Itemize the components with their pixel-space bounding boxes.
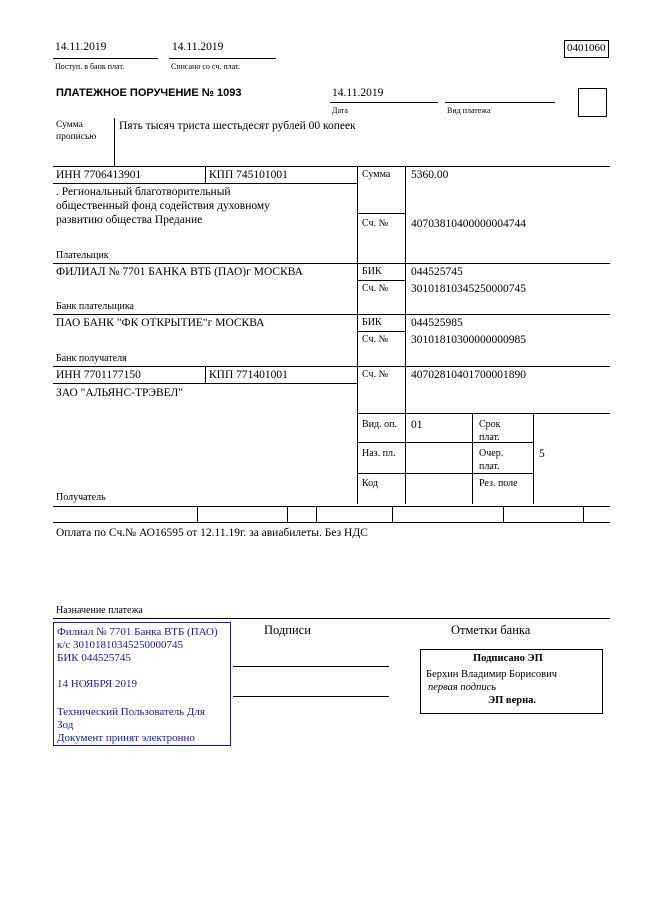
amount-words-label-1: Сумма: [56, 120, 83, 130]
debited-date: 14.11.2019: [172, 41, 224, 53]
received-date-line: [53, 58, 158, 59]
grid-line: [53, 314, 610, 315]
op-type-label: Вид. оп.: [362, 419, 397, 430]
payer-bank-name: ФИЛИАЛ № 7701 БАНКА ВТБ (ПАО)г МОСКВА: [56, 266, 303, 278]
ep-signer: Берхин Владимир Борисович: [426, 669, 557, 680]
grid-line: [287, 506, 288, 522]
payer-bank-bik: 044525745: [411, 266, 463, 278]
signature-line-1: [233, 666, 389, 667]
op-type: 01: [411, 419, 423, 431]
debited-label: Списано со сч. плат.: [171, 62, 240, 71]
grid-line: [53, 263, 610, 264]
payer-bank-corr-account: 30101810345250000745: [411, 283, 526, 295]
code-label: Код: [362, 478, 378, 489]
amount-words-label-2: прописью: [56, 132, 97, 142]
signature-line-2: [233, 696, 389, 697]
payee-label: Получатель: [56, 492, 106, 503]
payee-bank-corr-label: Сч. №: [362, 334, 389, 345]
amount-words-divider: [114, 118, 115, 166]
payer-kpp: КПП 745101001: [209, 169, 288, 181]
grid-line: [357, 413, 610, 414]
payee-bank-name: ПАО БАНК "ФК ОТКРЫТИЕ"г МОСКВА: [56, 317, 265, 329]
debited-date-line: [169, 58, 276, 59]
payee-kpp: КПП 771401001: [209, 369, 288, 381]
payee-account-label: Сч. №: [362, 369, 389, 380]
payee-bank-label: Банк получателя: [56, 353, 127, 364]
stamp-line-3: БИК 044525745: [57, 652, 131, 664]
amount-words: Пять тысяч триста шестьдесят рублей 00 копеек: [119, 120, 356, 132]
payer-label: Плательщик: [56, 250, 109, 261]
bank-marks-label: Отметки банка: [451, 623, 531, 637]
stamp-user-line-2: Зод: [57, 719, 74, 731]
grid-line: [205, 366, 206, 383]
purpose-line: [53, 618, 610, 619]
queue: 5: [539, 448, 545, 460]
ep-title: Подписано ЭП: [473, 653, 543, 664]
grid-line: [357, 442, 533, 443]
payer-inn: ИНН 7706413901: [56, 169, 142, 181]
signatures-label: Подписи: [264, 623, 311, 637]
grid-line: [53, 506, 610, 507]
stamp-line-2: к/с 30101810345250000745: [57, 639, 184, 651]
amount: 5360.00: [411, 169, 449, 181]
grid-line: [316, 506, 317, 522]
grid-line: [503, 506, 504, 522]
grid-line: [357, 213, 405, 214]
received-label: Поступ. в банк плат.: [55, 62, 125, 71]
payee-name: ЗАО "АЛЬЯНС-ТРЭВЕЛ": [56, 387, 183, 399]
grid-line: [205, 166, 206, 183]
payer-account-label: Сч. №: [362, 218, 389, 229]
payer-bank-corr-label: Сч. №: [362, 283, 389, 294]
date-line: [330, 102, 438, 103]
reserve-label: Рез. поле: [479, 478, 518, 489]
grid-line: [197, 506, 198, 522]
grid-line: [53, 183, 357, 184]
queue-label-2: плат.: [479, 461, 500, 472]
grid-line: [583, 506, 584, 522]
payee-bank-corr-account: 30101810300000000985: [411, 334, 526, 346]
grid-line: [357, 473, 533, 474]
payee-inn: ИНН 7701177150: [56, 369, 141, 381]
payer-bank-label: Банк плательщика: [56, 301, 134, 312]
grid-line: [405, 166, 406, 504]
payer-bank-bik-label: БИК: [362, 266, 382, 277]
amount-label: Сумма: [362, 169, 391, 180]
payer-name-line-3: развитию общества Предание: [56, 214, 203, 226]
payer-account: 40703810400000004744: [411, 218, 526, 230]
grid-line: [533, 413, 534, 504]
grid-line: [357, 280, 405, 281]
form-code: 0401060: [567, 42, 606, 54]
purpose-label: Назначение платежа: [56, 605, 143, 616]
stamp-user-line-3: Документ принят электронно: [57, 732, 195, 744]
payee-bank-bik: 044525985: [411, 317, 463, 329]
payment-type-label: Вид платежа: [447, 106, 491, 115]
payment-code-box: [578, 88, 607, 117]
queue-label-1: Очер.: [479, 448, 504, 459]
pay-term-label-1: Срок: [479, 419, 501, 430]
payer-name-line-2: общественный фонд содействия духовному: [56, 200, 270, 212]
grid-line: [53, 366, 610, 367]
stamp-date: 14 НОЯБРЯ 2019: [57, 678, 138, 690]
grid-line: [53, 522, 610, 523]
ep-role: первая подпись: [428, 682, 497, 693]
grid-line: [392, 506, 393, 522]
payment-type-line: [445, 102, 555, 103]
received-date: 14.11.2019: [55, 41, 107, 53]
grid-line: [472, 413, 473, 504]
document-date: 14.11.2019: [332, 87, 384, 99]
payee-bank-bik-label: БИК: [362, 317, 382, 328]
purpose-code-label: Наз. пл.: [362, 448, 396, 459]
purpose: Оплата по Сч.№ АО16595 от 12.11.19г. за авиабилеты. Без НДС: [56, 527, 368, 539]
grid-line: [53, 383, 357, 384]
stamp-line-1: Филиал № 7701 Банка ВТБ (ПАО): [57, 626, 218, 638]
page-title: ПЛАТЕЖНОЕ ПОРУЧЕНИЕ № 1093: [56, 87, 242, 99]
grid-line: [53, 166, 610, 167]
ep-verified: ЭП верна.: [488, 695, 537, 706]
date-label: Дата: [332, 106, 348, 115]
payer-name-line-1: . Региональный благотворительный: [56, 186, 231, 198]
grid-line: [357, 331, 405, 332]
pay-term-label-2: плат.: [479, 432, 500, 443]
grid-line: [357, 166, 358, 504]
payee-account: 40702810401700001890: [411, 369, 526, 381]
stamp-user-line-1: Технический Пользователь Для: [57, 706, 205, 718]
